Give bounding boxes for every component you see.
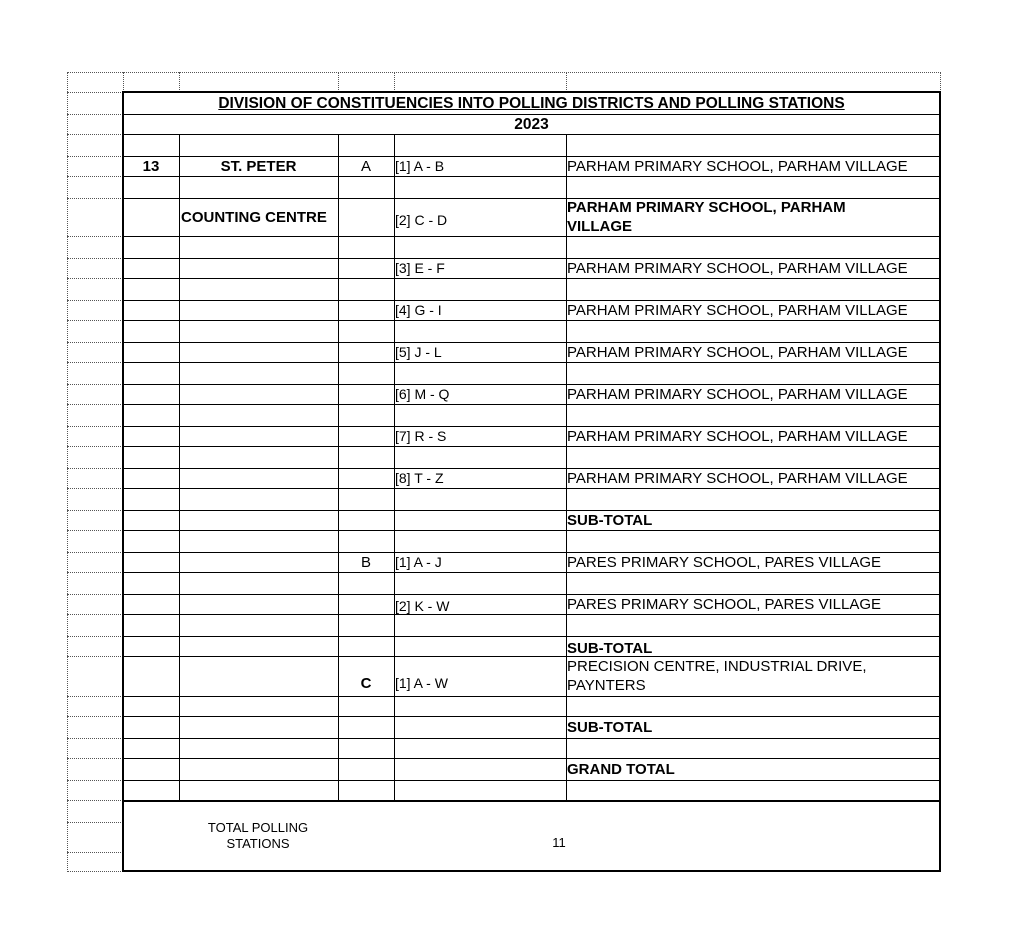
station-range: [2] C - D: [395, 211, 448, 228]
grid-line: [566, 72, 567, 92]
grid-line: [67, 320, 123, 321]
station-location: PARHAM PRIMARY SCHOOL, PARHAM VILLAGE: [567, 157, 908, 175]
subtotal-label: SUB-TOTAL: [567, 511, 653, 529]
subtotal-label: SUB-TOTAL: [567, 718, 653, 736]
row-line: [123, 404, 940, 405]
district-letter: C: [360, 674, 372, 692]
row-line: [123, 614, 940, 615]
station-range: [1] A - J: [395, 553, 442, 570]
station-range: [4] G - I: [395, 301, 442, 318]
counting-centre-label: COUNTING CENTRE: [181, 208, 327, 226]
grid-line: [67, 278, 123, 279]
grid-line: [67, 552, 123, 553]
row-line: [123, 696, 940, 697]
station-range: [7] R - S: [395, 427, 447, 444]
column-line: [338, 134, 339, 800]
table-border: [122, 870, 941, 872]
grid-line: [67, 871, 123, 872]
total-polling-stations-value: 11: [552, 835, 566, 850]
grid-line: [67, 342, 123, 343]
grid-line: [67, 300, 123, 301]
station-range: [6] M - Q: [395, 385, 450, 402]
grid-line: [67, 176, 123, 177]
grid-line: [67, 236, 123, 237]
station-location: PARHAM PRIMARY SCHOOL, PARHAM VILLAGE: [567, 469, 908, 487]
grid-line: [179, 72, 180, 92]
row-line: [123, 780, 940, 781]
grid-line: [67, 716, 123, 717]
district-letter: A: [360, 157, 371, 175]
station-location: PARES PRIMARY SCHOOL, PARES VILLAGE: [567, 553, 881, 571]
grid-line: [67, 696, 123, 697]
row-line: [123, 320, 940, 321]
station-location: PARHAM PRIMARY SCHOOL, PARHAM VILLAGE: [567, 301, 908, 319]
grid-line: [67, 134, 123, 135]
total-polling-stations-label: TOTAL POLLING STATIONS: [207, 820, 309, 851]
subtotal-label: SUB-TOTAL: [567, 639, 653, 656]
station-location: PARHAM PRIMARY SCHOOL, PARHAM VILLAGE: [567, 343, 908, 361]
constituency-name: ST. PETER: [220, 157, 297, 175]
station-location: PARHAM PRIMARY SCHOOL, PARHAM VILLAGE: [567, 199, 846, 235]
row-line: [123, 572, 940, 573]
grid-line: [67, 446, 123, 447]
row-line: [123, 236, 940, 237]
grid-line: [67, 198, 123, 199]
grid-line: [67, 780, 123, 781]
station-range: [2] K - W: [395, 597, 450, 614]
grid-line: [67, 636, 123, 637]
grid-line: [394, 72, 395, 92]
grid-line: [67, 488, 123, 489]
station-location: PRECISION CENTRE, INDUSTRIAL DRIVE, PAYNTERS: [567, 658, 867, 694]
grid-line: [67, 156, 123, 157]
year-label: 2023: [514, 115, 549, 133]
station-range: [1] A - B: [395, 157, 445, 174]
grid-line: [67, 738, 123, 739]
constituency-number: 13: [142, 157, 160, 175]
grid-line: [67, 530, 123, 531]
grid-line: [67, 72, 941, 73]
station-location: PARHAM PRIMARY SCHOOL, PARHAM VILLAGE: [567, 385, 908, 403]
grid-line: [67, 510, 123, 511]
grid-line: [67, 594, 123, 595]
row-line: [123, 278, 940, 279]
row-line: [123, 530, 940, 531]
column-line: [179, 134, 180, 800]
station-range: [8] T - Z: [395, 469, 444, 486]
grid-line: [67, 92, 123, 93]
row-line: [123, 176, 940, 177]
grid-line: [67, 362, 123, 363]
grid-line: [67, 404, 123, 405]
grid-line: [67, 258, 123, 259]
grid-line: [67, 614, 123, 615]
row-line: [123, 738, 940, 739]
table-border: [122, 92, 124, 872]
grand-total-label: GRAND TOTAL: [567, 760, 675, 778]
grid-line: [338, 72, 339, 92]
station-range: [1] A - W: [395, 674, 448, 691]
grid-line: [67, 572, 123, 573]
station-range: [5] J - L: [395, 343, 442, 360]
grid-line: [67, 72, 68, 872]
grid-line: [67, 384, 123, 385]
station-location: PARHAM PRIMARY SCHOOL, PARHAM VILLAGE: [567, 259, 908, 277]
page-title: DIVISION OF CONSTITUENCIES INTO POLLING DISTRICTS AND POLLING STATIONS: [218, 94, 845, 112]
table-border: [939, 92, 941, 872]
polling-stations-sheet: [67, 72, 941, 872]
district-letter: B: [360, 553, 371, 571]
grid-line: [67, 426, 123, 427]
row-line: [123, 362, 940, 363]
grid-line: [67, 822, 123, 823]
row-line: [123, 446, 940, 447]
grid-line: [67, 758, 123, 759]
grid-line: [67, 468, 123, 469]
station-location: PARHAM PRIMARY SCHOOL, PARHAM VILLAGE: [567, 427, 908, 445]
station-location: PARES PRIMARY SCHOOL, PARES VILLAGE: [567, 595, 881, 613]
grid-line: [940, 72, 941, 92]
table-border: [122, 800, 941, 802]
grid-line: [67, 114, 123, 115]
row-line: [123, 488, 940, 489]
row-line: [123, 134, 940, 135]
station-range: [3] E - F: [395, 259, 445, 276]
grid-line: [67, 852, 123, 853]
grid-line: [67, 800, 123, 801]
grid-line: [67, 656, 123, 657]
